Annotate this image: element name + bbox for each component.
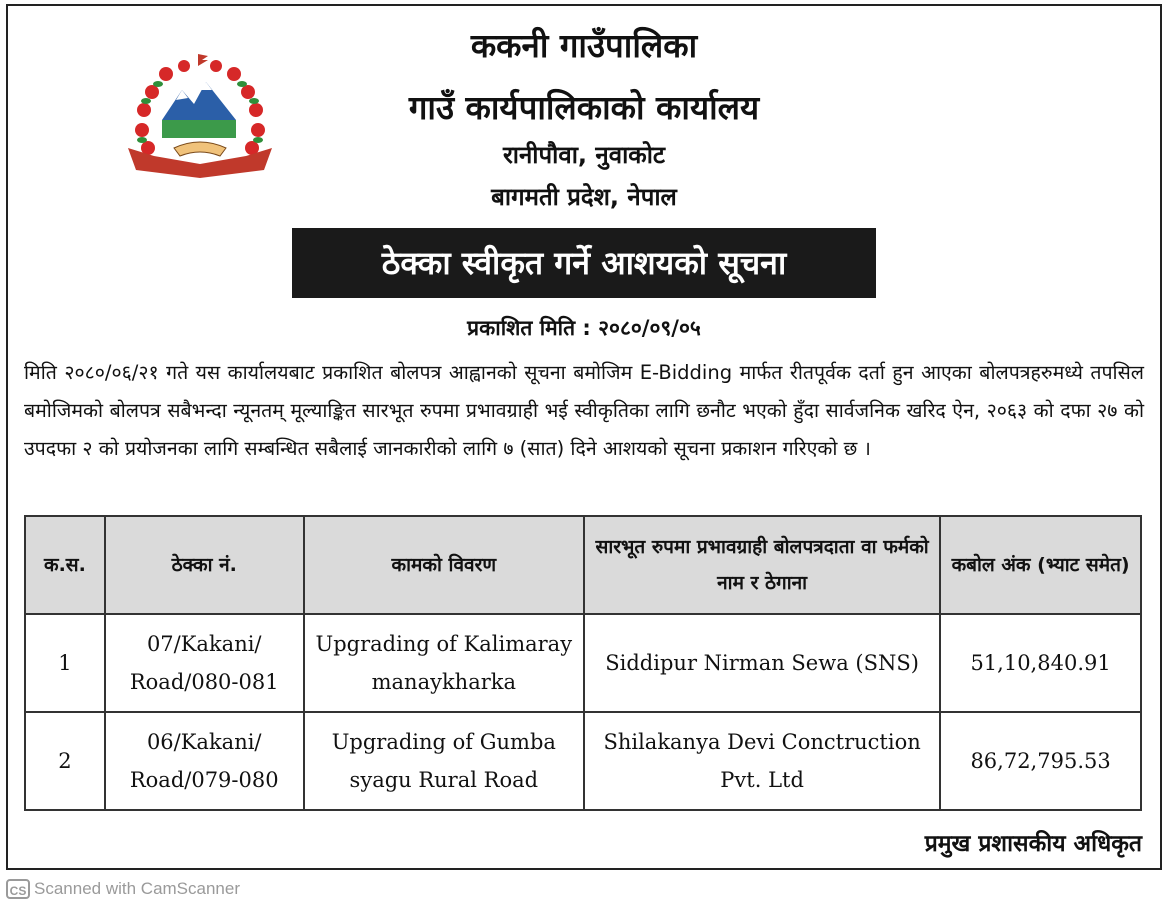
notice-body: मिति २०८०/०६/२१ गते यस कार्यालयबाट प्रकाशित बोलपत्र आह्वानको सूचना बमोजिम E-Bidding मार्फत रीतपूर्वक दर्ता हुन आएका बोलपत्रहरुमध्ये तपसिल बमोजिमको बोलपत्र सबैभन्दा न्यूनतम् मूल्याङ्कित सारभूत रुपमा प्रभावग्राही भई स्वीकृतिका लागि छनौट भएको हुँदा सार्वजनिक खरिद ऐन, २०६३ को दफा २७ को उपदफा २ को प्रयोजनका लागि सम्बन्धित सबैलाई जानकारीको लागि ७ (सात) दिने आशयको सूचना प्रकाशन गरिएको छ । <box>24 361 1144 460</box>
header-contract-no: ठेक्का नं. <box>105 516 304 614</box>
province-country: बागमती प्रदेश, नेपाल <box>491 183 677 211</box>
cell-serial: 1 <box>25 614 105 712</box>
cell-amount: 51,10,840.91 <box>940 614 1141 712</box>
cell-amount: 86,72,795.53 <box>940 712 1141 810</box>
watermark-text: Scanned with CamScanner <box>34 879 241 898</box>
award-table <box>24 515 1142 811</box>
header-bidder: सारभूत रुपमा प्रभावग्राही बोलपत्रदाता वा फर्मको नाम र ठेगाना <box>584 516 940 614</box>
notice-title: ठेक्का स्वीकृत गर्ने आशयको सूचना <box>292 228 876 298</box>
cell-bidder: Siddipur Nirman Sewa (SNS) <box>584 614 940 712</box>
table-row <box>25 712 1141 810</box>
table-header-row <box>25 516 1141 614</box>
cell-serial: 2 <box>25 712 105 810</box>
cell-contract-no: 07/Kakani/ Road/080-081 <box>105 614 304 712</box>
cell-contract-no: 06/Kakani/ Road/079-080 <box>105 712 304 810</box>
header-description: कामको विवरण <box>304 516 584 614</box>
header-amount: कबोल अंक (भ्याट समेत) <box>940 516 1141 614</box>
signatory-title: प्रमुख प्रशासकीय अधिकृत <box>924 831 1142 857</box>
municipality-name: ककनी गाउँपालिका <box>470 26 698 65</box>
cell-description: Upgrading of Kalimaray manaykharka <box>304 614 584 712</box>
cell-bidder: Shilakanya Devi Conctruction Pvt. Ltd <box>584 712 940 810</box>
header-serial: क.स. <box>25 516 105 614</box>
office-name: गाउँ कार्यपालिकाको कार्यालय <box>408 88 760 127</box>
camscanner-logo-icon: CS <box>6 879 30 899</box>
table-row <box>25 614 1141 712</box>
office-address: रानीपौवा, नुवाकोट <box>502 141 666 169</box>
cell-description: Upgrading of Gumba syagu Rural Road <box>304 712 584 810</box>
published-date: प्रकाशित मिति : २०८०/०९/०५ <box>467 316 701 340</box>
scanner-watermark <box>6 878 240 900</box>
